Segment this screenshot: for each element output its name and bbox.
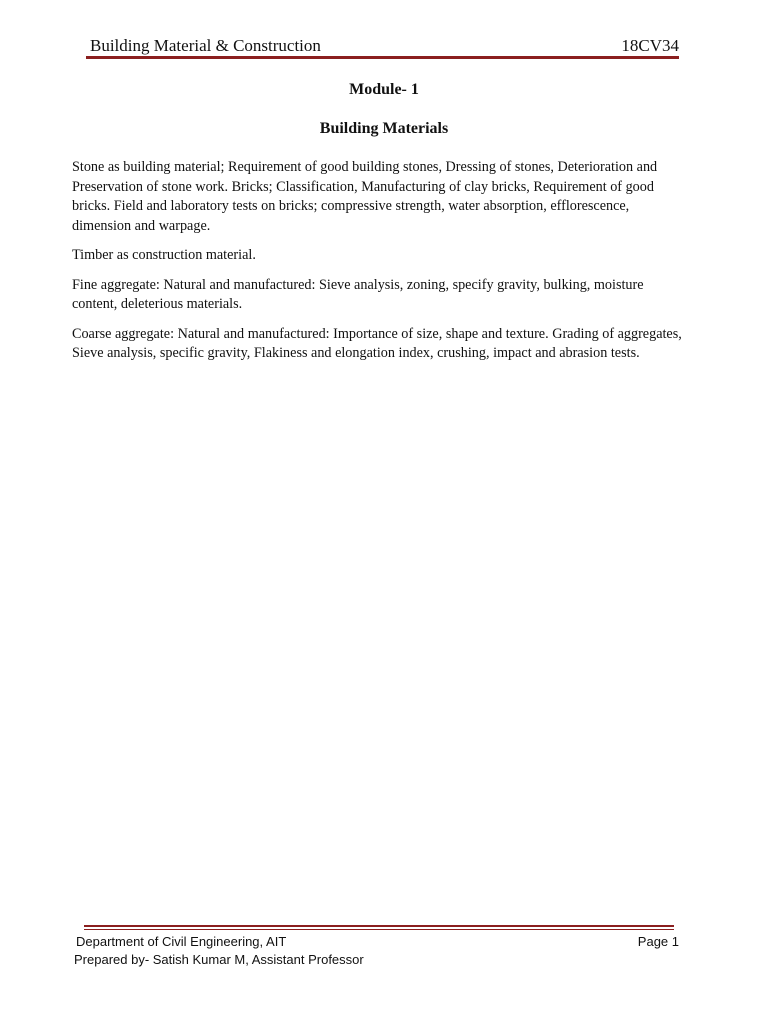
section-title: Building Materials [319, 120, 449, 137]
footer-divider [84, 925, 674, 927]
header-title: Building Material & Construction [90, 36, 321, 55]
footer-divider-thin [84, 929, 674, 930]
footer-department: Department of Civil Engineering, AIT [76, 934, 287, 949]
paragraph-stone-bricks: Stone as building material; Requirement of good building stones, Dressing of stones, Deterioration and Preservation of stone work. Bricks; Classification, Manufacturing of clay bricks, Requirement of good bricks. Field and laboratory tests on bricks; compressive strength, water absorption, efflorescence, dimension and warpage. [72, 159, 658, 234]
syllabus-content [72, 158, 688, 374]
footer-prepared-by: Prepared by- Satish Kumar M, Assistant Professor [74, 952, 364, 967]
module-title: Module- 1 [349, 81, 419, 98]
header-divider [86, 56, 679, 59]
page-header [90, 36, 679, 58]
page-number: Page 1 [637, 934, 679, 949]
paragraph-fine-aggregate: Fine aggregate: Natural and manufactured: Sieve analysis, zoning, specify gravity, bulking, moisture content, deleterious materials. [72, 276, 644, 312]
course-code: 18CV34 [621, 36, 679, 55]
paragraph-coarse-aggregate: Coarse aggregate: Natural and manufactured: Importance of size, shape and texture. Grading of aggregates, Sieve analysis, specific gravity, Flakiness and elongation index, crushing, impact and abrasion tests. [72, 325, 682, 361]
paragraph-timber: Timber as construction material. [72, 247, 256, 263]
